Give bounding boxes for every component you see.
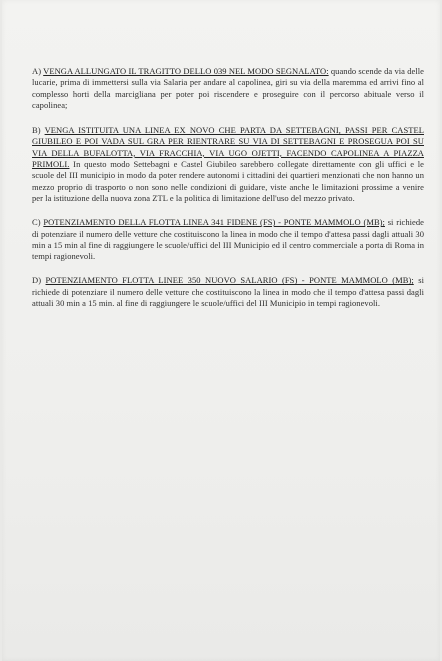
paragraph-c-text: si richiede di potenziare il numero delle vetture che costituiscono la linea in modo che il tempo d'attesa passi dagli attuali 30 min a 15 min al fine di raggiungere le scuole/uffici del III Municipio ed il centro commerciale a porta di Roma in tempi ragionevoli. — [32, 217, 424, 262]
paragraph-c — [32, 217, 424, 262]
paragraph-b-heading: VENGA ISTITUITA UNA LINEA EX NOVO CHE PARTA DA SETTEBAGNI, PASSI PER CASTEL GIUBILEO E POI VADA SUL GRA PER RIENTRARE SU VIA DI SETTEBAGNI E PROSEGUA POI SU VIA DELLA BUFALOTTA, VIA FRACCHIA, VIA UGO OJETTI, FACENDO CAPOLINEA A PIAZZA PRIMOLI. — [32, 125, 424, 170]
paragraph-c-marker: C) — [32, 217, 41, 228]
paragraph-b-marker: B) — [32, 125, 41, 136]
paragraph-d — [32, 275, 424, 309]
paragraph-b-text: In questo modo Settebagni e Castel Giubileo sarebbero collegate direttamente con gli uffici e le scuole del III municipio in modo da poter rendere autonomi i cittadini dei quartieri menzionati che non hanno un mezzo proprio di trasporto o non sono nelle condizioni di guidare, viste anche le limitazioni prossime a venire per la istituzione della nuova zona ZTL e la politica di limitazione dell'uso del mezzo privato. — [32, 159, 424, 203]
paragraph-c-heading: POTENZIAMENTO DELLA FLOTTA LINEA 341 FIDENE (FS) - PONTE MAMMOLO (MB); — [43, 217, 385, 228]
document-body — [32, 66, 424, 323]
paragraph-a-marker: A) — [32, 66, 42, 76]
paper-sheet — [2, 0, 440, 661]
paragraph-a-text: quando scende da via delle lucarie, prima di immettersi sulla via Salaria per andare al capolinea, giri su via della maremma ed arrivi fino al complesso horti della marcigliana per poter poi riscendere e proseguire con il percorso abituale verso il capolinea; — [32, 66, 424, 110]
paragraph-d-heading: POTENZIAMENTO FLOTTA LINEE 350 NUOVO SALARIO (FS) - PONTE MAMMOLO (MB); — [45, 275, 414, 286]
paragraph-d-text: si richiede di potenziare il numero delle vetture che costituiscono la linea in modo che il tempo d'attesa passi dagli attuali 30 min a 15 min. al fine di raggiungere le scuole/uffici del III Municipio in tempi ragionevoli. — [32, 275, 424, 309]
paragraph-b — [32, 125, 424, 204]
paragraph-a-heading: VENGA ALLUNGATO IL TRAGITTO DELLO 039 NEL MODO SEGNALATO: — [43, 66, 329, 76]
paragraph-d-marker: D) — [32, 275, 42, 286]
paragraph-a — [32, 66, 424, 111]
